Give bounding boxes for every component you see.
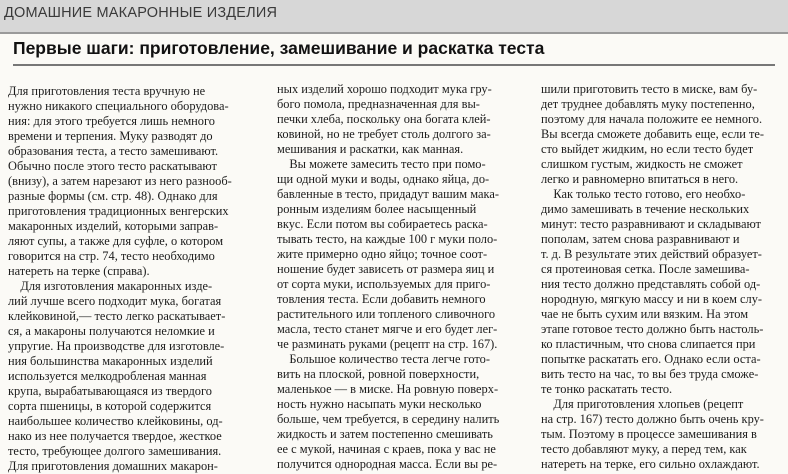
text-line: нородную, мягкую массу и ни в коем слу-	[541, 292, 763, 306]
text-line: Большое количество теста легче гото-	[277, 352, 490, 366]
text-line: ляют супы, а также для суфле, о котором	[8, 234, 224, 248]
text-line: растительного или топленого сливочного	[277, 307, 496, 321]
text-line: ных изделий хорошо подходит мука гру-	[277, 82, 492, 96]
text-line: клейковиной,— тесто легко раскатывает-	[8, 309, 226, 323]
text-line: масла, тесто станет мягче и его будет лег-	[277, 322, 498, 336]
text-line: нужно никакого специального оборудова-	[8, 99, 229, 113]
text-line: сто выйдет жидким, но если тесто будет	[541, 142, 754, 156]
text-line: натереть на терке (справа).	[8, 264, 150, 278]
text-line: мешивания и раскатки, как манная.	[277, 142, 464, 156]
text-line: попытке раскатать его. Однако если оста-	[541, 352, 761, 366]
text-line: ся, а макароны получаются неломкие и	[8, 324, 215, 338]
title-rule	[13, 64, 775, 66]
text-line: Для приготовления теста вручную не	[8, 84, 206, 98]
text-line: натереть на терке, его сильно охлаждают.	[541, 457, 760, 471]
text-column-3	[541, 82, 784, 471]
text-line: Для приготовления хлопьев (рецепт	[541, 397, 744, 411]
text-line: ния большинства макаронных изделий	[8, 354, 213, 368]
text-line: (внизу), а затем нарезают из него разнооб-	[8, 174, 232, 188]
text-line: получится однородная масса. Если вы ре-	[277, 457, 498, 471]
text-line: на стр. 167) тесто должно быть очень кру-	[541, 412, 764, 426]
text-line: крупа, вырабатывающаяся из твердого	[8, 384, 212, 398]
text-line: времени и терпения. Муку разводят до	[8, 129, 213, 143]
text-line: печки хлеба, поскольку она богата клей-	[277, 112, 491, 126]
text-line: Вы всегда сможете добавить еще, если те-	[541, 127, 765, 141]
text-line: вить тесто на час, то вы без труда сможе-	[541, 367, 759, 381]
text-line: упругие. На производстве для изготовле-	[8, 339, 225, 353]
text-line: минут: тесто разравнивают и складывают	[541, 217, 761, 231]
text-line: димо замешивать в течение нескольких	[541, 202, 750, 216]
text-line: шили приготовить тесто в миске, вам бу-	[541, 82, 758, 96]
text-line: слишком густым, жидкость не сможет	[541, 157, 743, 171]
text-line: щи одной муки и воды, однако яйца, до-	[277, 172, 490, 186]
article-title: Первые шаги: приготовление, замешивание и раскатка теста	[13, 38, 545, 58]
text-line: тывать тесто, на каждые 100 г муки поло-	[277, 232, 498, 246]
text-line: образования теста, а тесто замешивают.	[8, 144, 219, 158]
text-line: тесто добавляют муку, а перед тем, как	[541, 442, 747, 456]
text-line: этапе готовое тесто должно быть настоль-	[541, 322, 764, 336]
text-line: Для изготовления макаронных изде-	[8, 279, 213, 293]
text-line: ко пластичным, что снова слипается при	[541, 337, 756, 351]
text-line: от сорта муки, используемых для приго-	[277, 277, 491, 291]
text-line: дет труднее добавлять муку постепенно,	[541, 97, 755, 111]
text-line: бавленные в тесто, придадут вашим мака-	[277, 187, 499, 201]
text-line: говорится на стр. 74, тесто необходимо	[8, 249, 215, 263]
text-column-2	[277, 82, 521, 471]
text-line: те тонко раскатать тесто.	[541, 382, 673, 396]
text-line: ся протеиновая сетка. После замешива-	[541, 262, 750, 276]
text-line: т. д. В результате этих действий образует-	[541, 247, 762, 261]
text-line: лий лучше всего подходит мука, богатая	[8, 294, 222, 308]
text-line: ронным изделиям более насыщенный	[277, 202, 477, 216]
header-rule	[0, 32, 788, 34]
text-line: товления теста. Если добавить немного	[277, 292, 486, 306]
text-line: жите примерно одно яйцо; точное соот-	[277, 247, 488, 261]
text-line: поэтому для начала положите ее немного.	[541, 112, 763, 126]
text-line: ность нужно насыпать муки несколько	[277, 397, 482, 411]
text-line: наибольшее количество клейковины, од-	[8, 414, 223, 428]
text-line: маленькое — в миске. На ровную поверх-	[277, 382, 499, 396]
text-line: бого помола, предназначенная для вы-	[277, 97, 480, 111]
text-line: Как только тесто готово, его необхо-	[541, 187, 746, 201]
text-line: ковиной, но не требует столь долгого за-	[277, 127, 491, 141]
text-line: сорта пшеницы, в которой содержится	[8, 399, 212, 413]
text-line: чае не быть сухим или вязким. На этом	[541, 307, 749, 321]
text-line: ношение будет зависеть от размера яиц и	[277, 262, 495, 276]
section-title: ДОМАШНИЕ МАКАРОННЫЕ ИЗДЕЛИЯ	[4, 5, 278, 21]
text-line: ния: для этого требуется лишь немного	[8, 114, 215, 128]
text-line: макаронных изделий, которыми заправ-	[8, 219, 219, 233]
text-line: тесто, требующее долгого замешивания.	[8, 444, 222, 458]
text-line: легко и равномерно впитаться в него.	[541, 172, 739, 186]
text-line: больше, чем требуется, в середину налить	[277, 412, 500, 426]
text-line: че разминать руками (рецепт на стр. 167).	[277, 337, 498, 351]
text-line: Для приготовления домашних макарон-	[8, 459, 218, 473]
text-line: ее с мукой, начиная с краев, пока у вас не	[277, 442, 496, 456]
text-line: используется мелкодробленая манная	[8, 369, 207, 383]
text-line: Вы можете замесить тесто при помо-	[277, 157, 486, 171]
text-line: нако из нее получается твердое, жесткое	[8, 429, 222, 443]
text-line: вкус. Если потом вы собираетесь раска-	[277, 217, 488, 231]
text-line: приготовления традиционных венгерских	[8, 204, 229, 218]
text-line: жидкость и затем постепенно смешивать	[277, 427, 493, 441]
text-line: разные формы (см. стр. 48). Однако для	[8, 189, 218, 203]
text-column-1	[8, 84, 251, 473]
text-line: Обычно после этого тесто раскатывают	[8, 159, 217, 173]
text-line: пополам, затем снова разравнивают и	[541, 232, 740, 246]
text-line: ния тесто должно представлять собой од-	[541, 277, 761, 291]
text-line: тым. Поэтому в процессе замешивания в	[541, 427, 757, 441]
text-line: вить на плоской, ровной поверхности,	[277, 367, 480, 381]
